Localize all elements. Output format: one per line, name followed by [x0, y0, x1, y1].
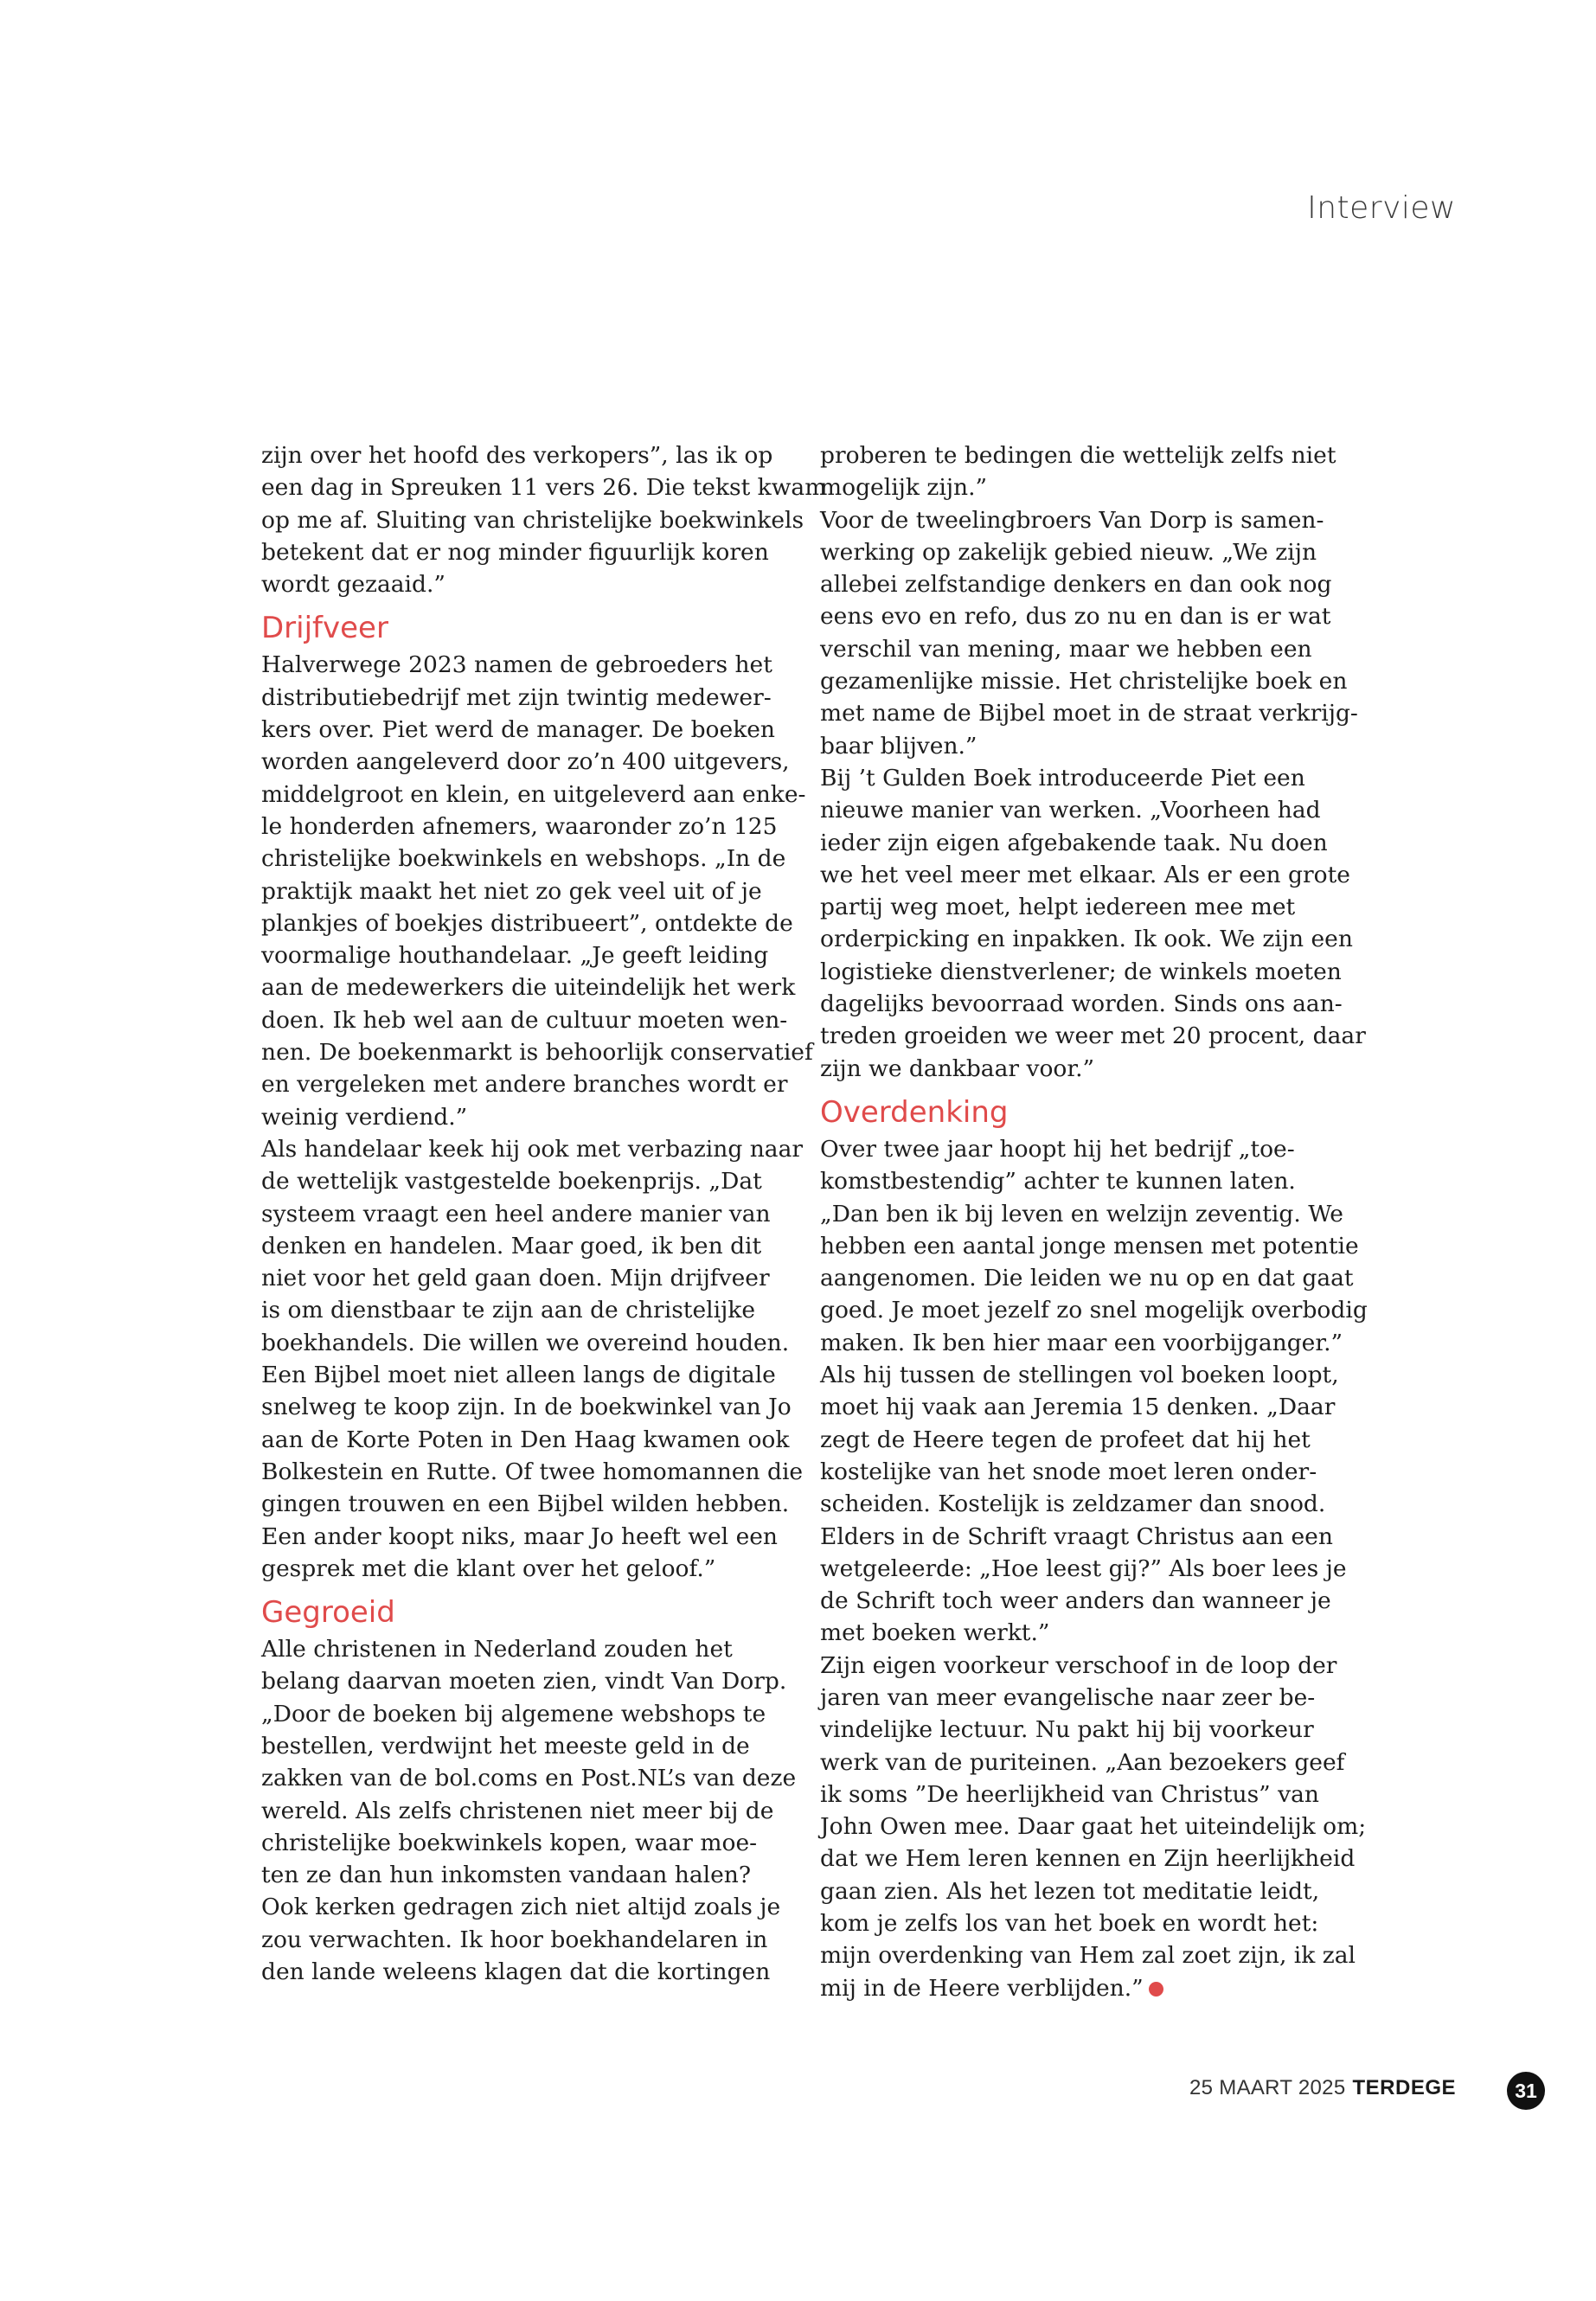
magazine-name: TERDEGE	[1352, 2076, 1456, 2099]
text-line: werking op zakelijk gebied nieuw. „We zijn	[820, 538, 1317, 566]
text-line: „Door de boeken bij algemene webshops te	[261, 1700, 766, 1727]
text-line: hebben een aantal jonge mensen met potentie	[820, 1232, 1359, 1259]
text-line: werk van de puriteinen. „Aan bezoekers geef	[820, 1748, 1345, 1776]
text-line: proberen te bedingen die wettelijk zelfs niet	[820, 442, 1336, 469]
text-line: Als handelaar keek hij ook met verbazing naar	[261, 1135, 804, 1163]
text-line: denken en handelen. Maar goed, ik ben dit	[261, 1232, 762, 1259]
intro-paragraph	[261, 439, 827, 600]
text-line: logistieke dienstverlener; de winkels moeten	[820, 958, 1342, 985]
text-line: kers over. Piet werd de manager. De boeken	[261, 716, 775, 744]
text-line: baar blijven.”	[820, 732, 977, 760]
left-column	[261, 439, 827, 1988]
text-line: Over twee jaar hoopt hij het bedrijf „toe-	[820, 1135, 1295, 1163]
text-line: John Owen mee. Daar gaat het uiteindelijk om;	[820, 1813, 1367, 1841]
text-line: belang daarvan moeten zien, vindt Van Dorp.	[261, 1668, 787, 1695]
text-line: wordt gezaaid.”	[261, 571, 445, 599]
footer	[1189, 2076, 1456, 2100]
text-line: „Dan ben ik bij leven en welzijn zeventig. We	[820, 1200, 1343, 1227]
heading-drijfveer: Drijfveer	[261, 611, 388, 646]
text-line: ik soms ”De heerlijkheid van Christus” van	[820, 1780, 1319, 1808]
text-line: weinig verdiend.”	[261, 1103, 468, 1131]
text-line: gingen trouwen en een Bijbel wilden hebben.	[261, 1490, 790, 1518]
text-line: goed. Je moet jezelf zo snel mogelijk overbodig	[820, 1297, 1368, 1324]
text-line: zegt de Heere tegen de profeet dat hij het	[820, 1426, 1311, 1453]
text-line: zakken van de bol.coms en Post.NL’s van deze	[261, 1765, 797, 1792]
text-line: jaren van meer evangelische naar zeer be-	[820, 1683, 1316, 1711]
text-line: ten ze dan hun inkomsten vandaan halen?	[261, 1862, 752, 1889]
text-line: Alle christenen in Nederland zouden het	[261, 1636, 733, 1663]
text-line: zijn over het hoofd des verkopers”, las ik op	[261, 442, 773, 469]
text-line: christelijke boekwinkels kopen, waar moe-	[261, 1829, 758, 1856]
text-line: maken. Ik ben hier maar een voorbijganger.”	[820, 1329, 1343, 1356]
text-line: christelijke boekwinkels en webshops. „In de	[261, 845, 786, 873]
section-label: Interview	[1307, 190, 1456, 226]
text-line: wetgeleerde: „Hoe leest gij?” Als boer lees je	[820, 1554, 1347, 1582]
text-line: orderpicking en inpakken. Ik ook. We zijn een	[820, 926, 1353, 953]
text-line: Zijn eigen voorkeur verschoof in de loop der	[820, 1651, 1337, 1679]
text-line: mogelijk zijn.”	[820, 474, 988, 502]
text-line: eens evo en refo, dus zo nu en dan is er wat	[820, 603, 1331, 631]
text-line: wereld. Als zelfs christenen niet meer bij de	[261, 1797, 774, 1824]
text-line: gezamenlijke missie. Het christelijke boek en	[820, 668, 1348, 695]
text-line: de wettelijk vastgestelde boekenprijs. „Dat	[261, 1168, 762, 1195]
closing-line	[820, 1972, 1374, 2004]
text-line: verschil van mening, maar we hebben een	[820, 635, 1312, 663]
section-gegroeid-body	[261, 1633, 815, 1988]
section-drijfveer-body	[261, 649, 815, 1585]
text-line: Een Bijbel moet niet alleen langs de digitale	[261, 1362, 776, 1389]
text-line: aan de Korte Poten in Den Haag kwamen ook	[261, 1426, 790, 1453]
text-line: Een ander koopt niks, maar Jo heeft wel een	[261, 1522, 779, 1550]
text-line: komstbestendig” achter te kunnen laten.	[820, 1168, 1296, 1195]
text-line: boekhandels. Die willen we overeind houden.	[261, 1329, 790, 1356]
text-line: en vergeleken met andere branches wordt er	[261, 1071, 788, 1099]
text-line: we het veel meer met elkaar. Als er een grote	[820, 861, 1350, 888]
text-line: scheiden. Kostelijk is zeldzamer dan snood.	[820, 1490, 1326, 1518]
text-line: met name de Bijbel moet in de straat verkrijg-	[820, 700, 1358, 727]
text-line: de Schrift toch weer anders dan wanneer je	[820, 1587, 1331, 1615]
text-line: aan de medewerkers die uiteindelijk het werk	[261, 974, 796, 1002]
text-line: Voor de tweelingbroers Van Dorp is samen-	[820, 506, 1324, 534]
text-line: gaan zien. Als het lezen tot meditatie leidt,	[820, 1877, 1320, 1905]
text-line: Ook kerken gedragen zich niet altijd zoals je	[261, 1894, 781, 1921]
section-overdenking-body	[820, 1133, 1374, 1972]
text-line: treden groeiden we weer met 20 procent, daar	[820, 1022, 1366, 1050]
text-line: Als hij tussen de stellingen vol boeken loopt,	[820, 1362, 1339, 1389]
continued-paragraph	[820, 439, 1374, 1085]
text-line: met boeken werkt.”	[820, 1619, 1050, 1647]
text-line: nen. De boekenmarkt is behoorlijk conservatief	[261, 1039, 813, 1067]
text-line: bestellen, verdwijnt het meeste geld in de	[261, 1732, 750, 1759]
text-line: praktijk maakt het niet zo gek veel uit of je	[261, 877, 762, 905]
text-line: voormalige houthandelaar. „Je geeft leiding	[261, 942, 769, 970]
text-line: een dag in Spreuken 11 vers 26. Die tekst kwam	[261, 474, 827, 502]
issue-date: 25 MAART 2025	[1189, 2076, 1346, 2099]
text-line: den lande weleens klagen dat die kortingen	[261, 1958, 771, 1986]
page-number: 31	[1507, 2072, 1545, 2110]
text-line: partij weg moet, helpt iedereen mee met	[820, 894, 1296, 921]
heading-overdenking: Overdenking	[820, 1094, 1009, 1130]
text-line: betekent dat er nog minder figuurlijk koren	[261, 538, 769, 566]
text-line: le honderden afnemers, waaronder zo’n 125	[261, 812, 778, 840]
text-line: kostelijke van het snode moet leren onder-	[820, 1458, 1317, 1485]
text-line: plankjes of boekjes distribueert”, ontdekte de	[261, 909, 793, 937]
text-line: aangenomen. Die leiden we nu op en dat gaat	[820, 1265, 1354, 1292]
text-line: kom je zelfs los van het boek en wordt het:	[820, 1910, 1319, 1938]
text-line: systeem vraagt een heel andere manier van	[261, 1200, 771, 1227]
text-line: dat we Hem leren kennen en Zijn heerlijkheid	[820, 1845, 1356, 1873]
text-line: distributiebedrijf met zijn twintig medewer-	[261, 683, 772, 711]
text-line: dagelijks bevoorraad worden. Sinds ons aan-	[820, 990, 1343, 1018]
text-line: mijn overdenking van Hem zal zoet zijn, ik zal	[820, 1942, 1356, 1970]
text-line: doen. Ik heb wel aan de cultuur moeten wen-	[261, 1006, 788, 1034]
text-line: allebei zelfstandige denkers en dan ook nog	[820, 571, 1332, 599]
text-line: op me af. Sluiting van christelijke boekwinkels	[261, 506, 804, 534]
text-line: middelgroot en klein, en uitgeleverd aan enke-	[261, 780, 806, 808]
closing-text: mij in de Heere verblijden.”	[820, 1974, 1144, 2002]
end-mark-icon	[1149, 1982, 1163, 1997]
text-line: gesprek met die klant over het geloof.”	[261, 1554, 716, 1582]
text-line: is om dienstbaar te zijn aan de christelijke	[261, 1297, 756, 1324]
text-line: Bolkestein en Rutte. Of twee homomannen die	[261, 1458, 804, 1485]
heading-gegroeid: Gegroeid	[261, 1595, 395, 1631]
text-line: Bij ’t Gulden Boek introduceerde Piet een	[820, 764, 1305, 792]
text-line: worden aangeleverd door zo’n 400 uitgevers,	[261, 748, 790, 776]
text-line: moet hij vaak aan Jeremia 15 denken. „Daar	[820, 1394, 1336, 1421]
text-line: zou verwachten. Ik hoor boekhandelaren in	[261, 1926, 768, 1953]
text-line: nieuwe manier van werken. „Voorheen had	[820, 797, 1321, 824]
text-line: ieder zijn eigen afgebakende taak. Nu doen	[820, 829, 1328, 856]
text-line: snelweg te koop zijn. In de boekwinkel van Jo	[261, 1394, 792, 1421]
right-column	[820, 439, 1374, 2004]
text-line: niet voor het geld gaan doen. Mijn drijfveer	[261, 1265, 770, 1292]
text-line: vindelijke lectuur. Nu pakt hij bij voorkeur	[820, 1716, 1314, 1744]
text-line: zijn we dankbaar voor.”	[820, 1054, 1095, 1082]
text-line: Halverwege 2023 namen de gebroeders het	[261, 651, 772, 679]
text-line: Elders in de Schrift vraagt Christus aan een	[820, 1522, 1333, 1550]
